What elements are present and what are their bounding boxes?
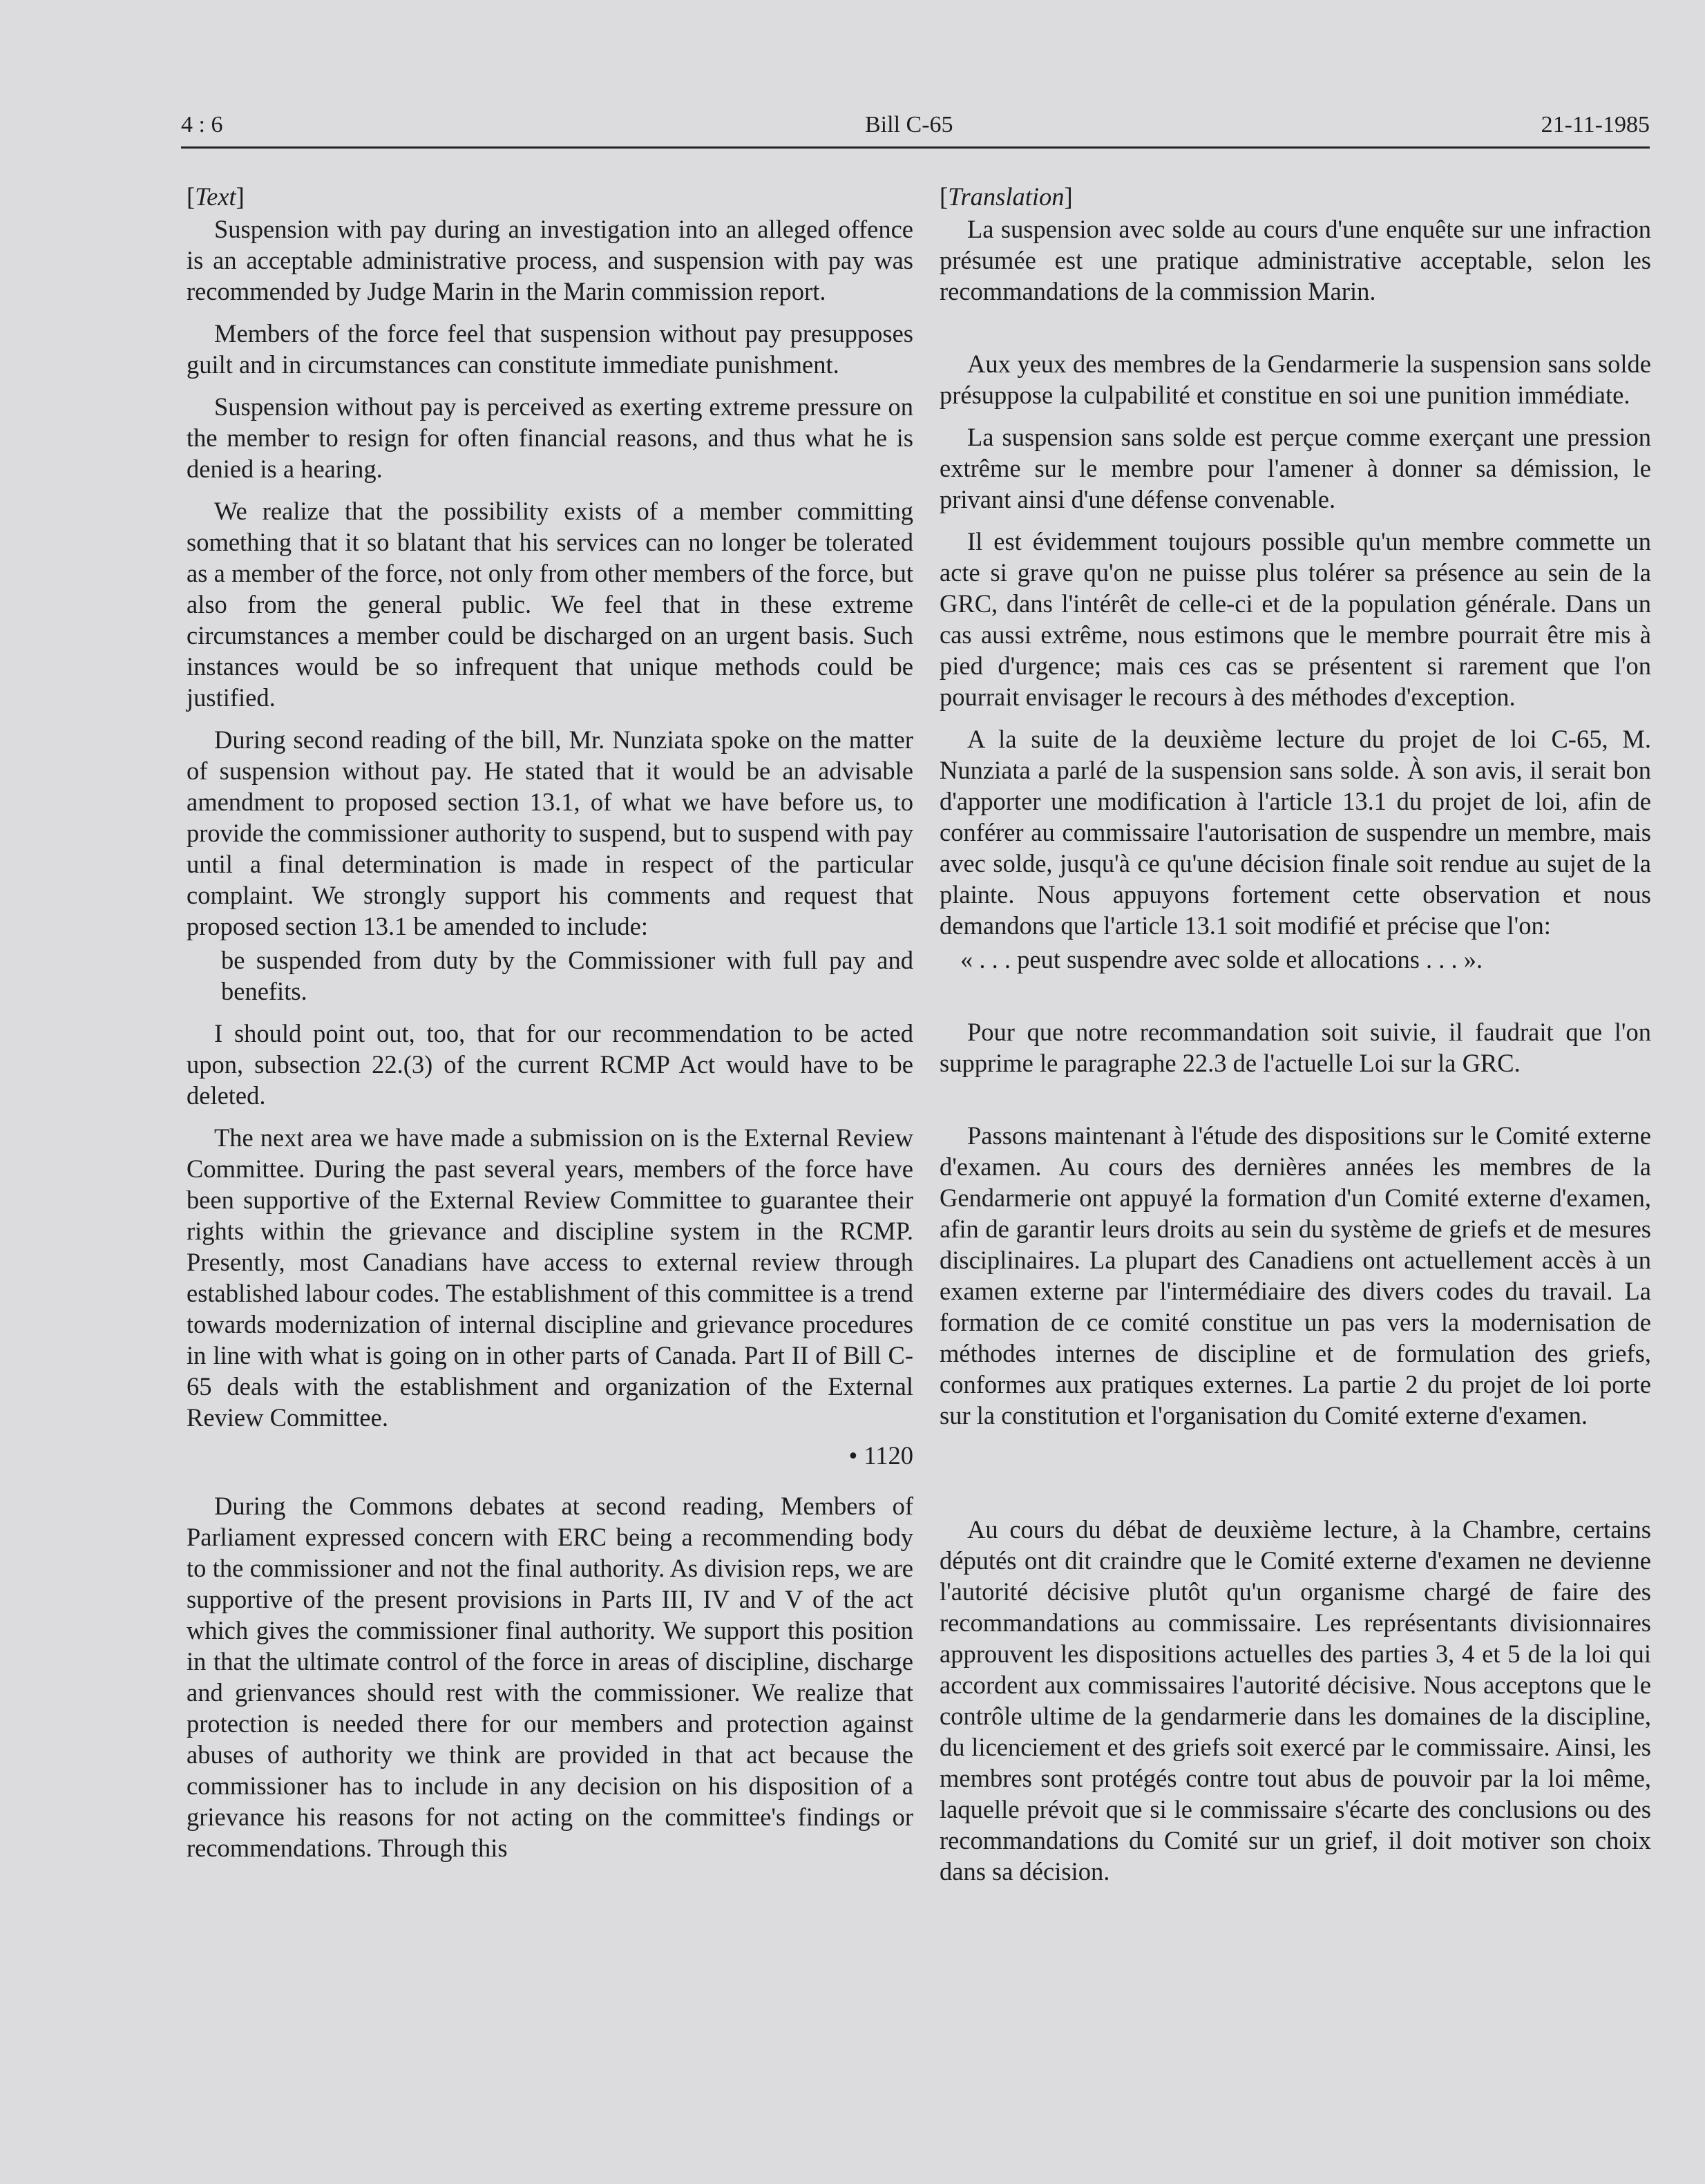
fr-paragraph-4: Il est évidemment toujours possible qu'un membre commette un acte si grave qu'on ne puisse plus tolérer sa présence au sein de la GRC, dans l'intérêt de celle-ci et de la population générale. Dans un cas aussi extrême, nous estimons que le membre pourrait être mis à pied d'urgence; mais ces cas se présentent si rarement que l'on pourrait envisager le recours à des méthodes d'exception. — [940, 527, 1651, 711]
fr-amendment-quote: « . . . peut suspendre avec solde et allocations . . . ». — [960, 945, 1483, 974]
translation-tag: [Translation] — [940, 182, 1073, 211]
en-paragraph-4: We realize that the possibility exists of a member committing something that it so blatant that his services can no longer be tolerated as a member of the force, not only from other members of the force, but also from the general public. We feel that in these extreme circumstances a member could be discharged on an urgent basis. Such instances would be so infrequent that unique methods could be justified. — [187, 497, 913, 712]
french-column — [940, 181, 1651, 1887]
en-paragraph-3: Suspension without pay is perceived as exerting extreme pressure on the member to resign for often financial reasons, and thus what he is denied is a hearing. — [187, 392, 913, 483]
header-date: 21-11-1985 — [1541, 112, 1650, 137]
bill-title: Bill C-65 — [865, 112, 953, 137]
fr-paragraph-7: Passons maintenant à l'étude des dispositions sur le Comité externe d'examen. Au cours des dernières années les membres de la Gendarmerie ont appuyé la formation d'un Comité externe d'examen, afin de garantir leurs droits au sein du système de griefs et de mesures disciplinaires. La plupart des Canadiens ont actuellement accès à un examen externe par l'intermédiaire des divers codes du travail. La formation de ce comité constitue un pas vers la modernisation de méthodes internes de discipline et de formulation des griefs, conformes aux pratiques externes. La partie 2 du projet de loi porte sur la constitution et l'organisation du Comité externe d'examen. — [940, 1121, 1651, 1430]
page-reference: 4 : 6 — [181, 112, 223, 137]
english-column — [187, 181, 913, 1863]
en-paragraph-8: During the Commons debates at second reading, Members of Parliament expressed concern with ERC being a recommending body to the commissioner and not the final authority. As division reps, we are supportive of the present provisions in Parts III, IV and V of the act which gives the commissioner final authority. We support this position in that the ultimate control of the force in areas of discipline, discharge and grienvances should rest with the commissioner. We realize that protection is needed there for our members and protection against abuses of authority we think are provided in that act because the commissioner has to include in any decision on his disposition of a grievance his reasons for not acting on the committee's findings or recommendations. Through this — [187, 1492, 913, 1862]
en-paragraph-5: During second reading of the bill, Mr. Nunziata spoke on the matter of suspension without pay. He stated that it would be an advisable amendment to proposed section 13.1, of what we have before us, to provide the commissioner authority to suspend, but to suspend with pay until a final determination is made in respect of the particular complaint. We strongly support his comments and request that proposed section 13.1 be amended to include: — [187, 725, 913, 940]
fr-paragraph-1: La suspension avec solde au cours d'une enquête sur une infraction présumée est une pratique administrative acceptable, selon les recommandations de la commission Marin. — [940, 215, 1651, 305]
en-paragraph-7: The next area we have made a submission on is the External Review Committee. During the past several years, members of the force have been supportive of the External Review Committee to guarantee their rights within the grievance and discipline system in the RCMP. Presently, most Canadians have access to external review through established labour codes. The establishment of this committee is a trend towards modernization of internal discipline and grievance procedures in line with what is going on in other parts of Canada. Part II of Bill C-65 deals with the establishment and organization of the External Review Committee. — [187, 1123, 913, 1432]
page-header — [181, 105, 1650, 146]
en-amendment-quote: be suspended from duty by the Commissioner with full pay and benefits. — [221, 946, 913, 1005]
fr-paragraph-6: Pour que notre recommandation soit suivie, il faudrait que l'on supprime le paragraphe 22.3 de l'actuelle Loi sur la GRC. — [940, 1018, 1651, 1077]
fr-paragraph-8: Au cours du débat de deuxième lecture, à la Chambre, certains députés ont dit craindre que le Comité externe d'examen ne devienne l'autorité décisive plutôt qu'un organisme chargé de faire des recommandations au commissaire. Les représentants divisionnaires approuvent les dispositions actuelles des parties 3, 4 et 5 de la loi qui accordent aux commissaires l'autorité décisive. Nous acceptons que le contrôle ultime de la gendarmerie dans les domaines de la discipline, du licenciement et des griefs soit exercé par le commissaire. Ainsi, les membres sont protégés contre tout abus de pouvoir par la loi même, laquelle prévoit que si le commissaire s'écarte des conclusions ou des recommandations du Comité sur un grief, il doit motiver son choix dans sa décision. — [940, 1515, 1651, 1886]
fr-paragraph-2: Aux yeux des membres de la Gendarmerie la suspension sans solde présuppose la culpabilité et constitue en soi une punition immédiate. — [940, 350, 1651, 409]
text-tag: [Text] — [187, 182, 245, 211]
fr-paragraph-3: La suspension sans solde est perçue comme exerçant une pression extrême sur le membre pour l'amener à donner sa démission, le privant ainsi d'une défense convenable. — [940, 423, 1651, 513]
header-rule — [181, 146, 1650, 149]
fr-paragraph-5: A la suite de la deuxième lecture du projet de loi C-65, M. Nunziata a parlé de la suspension sans solde. À son avis, il serait bon d'apporter une modification à l'article 13.1 du projet de loi, afin de conférer au commissaire l'autorisation de suspendre un membre, mais avec solde, jusqu'à ce qu'une décision finale soit rendue au sujet de la plainte. Nous appuyons fortement cette observation et nous demandons que l'article 13.1 soit modifié et précise que l'on: — [940, 725, 1651, 940]
en-paragraph-6: I should point out, too, that for our recommendation to be acted upon, subsection 22.(3) of the current RCMP Act would have to be deleted. — [187, 1019, 913, 1110]
en-paragraph-2: Members of the force feel that suspension without pay presupposes guilt and in circumstances can constitute immediate punishment. — [187, 319, 913, 379]
en-paragraph-1: Suspension with pay during an investigation into an alleged offence is an acceptable administrative process, and suspension with pay was recommended by Judge Marin in the Marin commission report. — [187, 215, 913, 305]
sitting-time: • 1120 — [848, 1441, 913, 1470]
